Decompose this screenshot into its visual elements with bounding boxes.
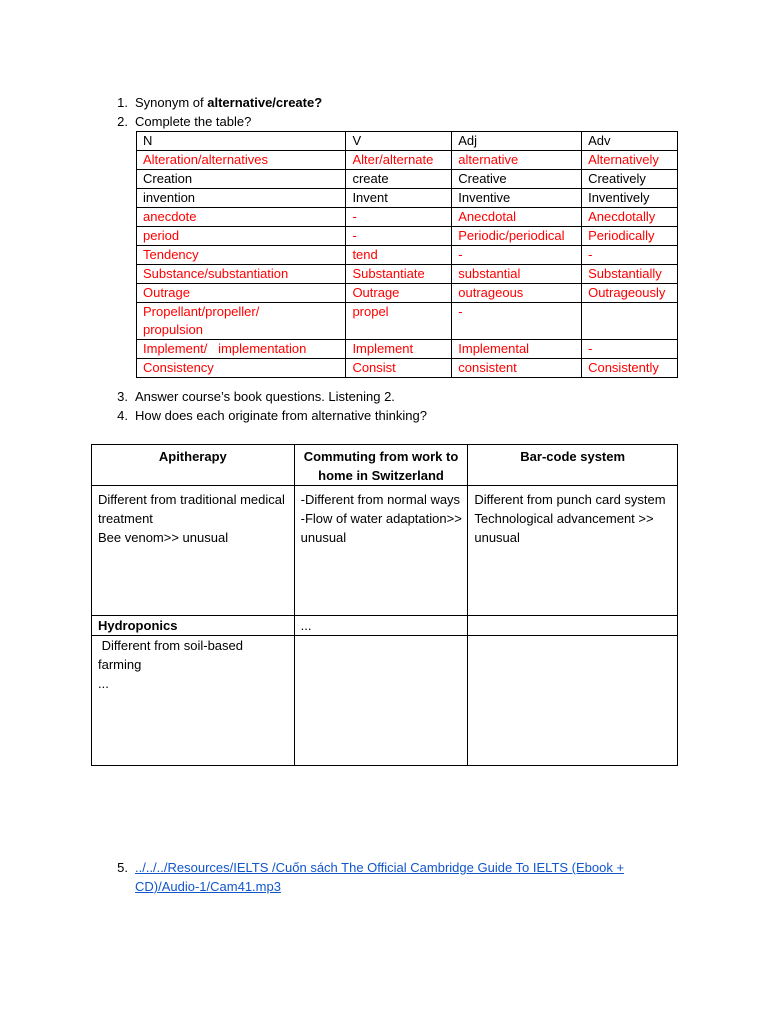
table-row bbox=[137, 359, 678, 378]
word-form-table bbox=[136, 131, 678, 378]
verb-cell: - bbox=[346, 227, 452, 246]
header-apitherapy: Apitherapy bbox=[92, 445, 295, 486]
noun-cell: Implement/ implementation bbox=[137, 340, 346, 359]
verb-cell: Invent bbox=[346, 189, 452, 208]
adverb-cell: Periodically bbox=[582, 227, 678, 246]
adverb-cell: Consistently bbox=[582, 359, 678, 378]
header-commuting: Commuting from work to home in Switzerland bbox=[294, 445, 468, 486]
adjective-cell: consistent bbox=[452, 359, 582, 378]
table-row bbox=[137, 227, 678, 246]
audio-file-link[interactable] bbox=[135, 858, 624, 896]
adverb-cell: Alternatively bbox=[582, 151, 678, 170]
empty-cell bbox=[294, 636, 468, 766]
adverb-cell: Creatively bbox=[582, 170, 678, 189]
hydroponics-cell: Different from soil-based farming ... bbox=[92, 636, 295, 766]
table-row bbox=[137, 340, 678, 359]
adjective-cell: Inventive bbox=[452, 189, 582, 208]
table-row bbox=[137, 151, 678, 170]
adverb-cell: - bbox=[582, 246, 678, 265]
adverb-cell: Substantially bbox=[582, 265, 678, 284]
list-number: 2. bbox=[117, 114, 128, 129]
header-row bbox=[137, 132, 678, 151]
verb-cell: - bbox=[346, 208, 452, 227]
adjective-cell: alternative bbox=[452, 151, 582, 170]
list-number: 4. bbox=[117, 408, 128, 423]
empty-cell bbox=[468, 616, 678, 636]
header-adjective: Adj bbox=[452, 132, 582, 151]
list-number: 1. bbox=[117, 95, 128, 110]
table-row bbox=[137, 189, 678, 208]
verb-cell: Substantiate bbox=[346, 265, 452, 284]
question-text: Answer course’s book questions. Listening 2. bbox=[135, 389, 395, 404]
apitherapy-cell: Different from traditional medical treatment Bee venom>> unusual bbox=[92, 486, 295, 616]
list-number: 3. bbox=[117, 389, 128, 404]
question-text: How does each originate from alternative thinking? bbox=[135, 408, 427, 423]
adjective-cell: substantial bbox=[452, 265, 582, 284]
question-text: Synonym of bbox=[135, 95, 208, 110]
noun-cell: anecdote bbox=[137, 208, 346, 227]
adjective-cell: - bbox=[452, 303, 582, 340]
header-noun: N bbox=[137, 132, 346, 151]
question-text: Complete the table? bbox=[135, 114, 252, 129]
origin-table bbox=[91, 444, 678, 766]
table-row bbox=[137, 265, 678, 284]
verb-cell: create bbox=[346, 170, 452, 189]
table-row bbox=[137, 246, 678, 265]
table-row bbox=[137, 303, 678, 340]
adverb-cell: Outrageously bbox=[582, 284, 678, 303]
adjective-cell: - bbox=[452, 246, 582, 265]
adverb-cell: Inventively bbox=[582, 189, 678, 208]
table-row bbox=[137, 170, 678, 189]
table-row bbox=[92, 616, 678, 636]
adjective-cell: Periodic/periodical bbox=[452, 227, 582, 246]
verb-cell: Outrage bbox=[346, 284, 452, 303]
table-row bbox=[92, 636, 678, 766]
adjective-cell: Creative bbox=[452, 170, 582, 189]
adverb-cell: - bbox=[582, 340, 678, 359]
link-line-1: ../../../Resources/IELTS /Cuốn sách The Official Cambridge Guide To IELTS (Ebook + bbox=[135, 860, 625, 875]
verb-cell: Alter/alternate bbox=[346, 151, 452, 170]
noun-cell: Propellant/propeller/ propulsion bbox=[137, 303, 346, 340]
ellipsis-cell: ... bbox=[294, 616, 468, 636]
noun-cell: invention bbox=[137, 189, 346, 208]
link-line-2: CD)/Audio-1/Cam41.mp3 bbox=[135, 879, 281, 894]
header-verb: V bbox=[346, 132, 452, 151]
barcode-cell: Different from punch card system Technological advancement >> unusual bbox=[468, 486, 678, 616]
table-row bbox=[137, 284, 678, 303]
empty-cell bbox=[468, 636, 678, 766]
adverb-cell bbox=[582, 303, 678, 340]
noun-cell: Alteration/alternatives bbox=[137, 151, 346, 170]
hydroponics-title: Hydroponics bbox=[92, 616, 295, 636]
list-number: 5. bbox=[117, 860, 128, 875]
table-row bbox=[137, 208, 678, 227]
verb-cell: propel bbox=[346, 303, 452, 340]
verb-cell: Consist bbox=[346, 359, 452, 378]
verb-cell: tend bbox=[346, 246, 452, 265]
adjective-cell: Anecdotal bbox=[452, 208, 582, 227]
noun-cell: Substance/substantiation bbox=[137, 265, 346, 284]
adverb-cell: Anecdotally bbox=[582, 208, 678, 227]
table-row bbox=[92, 486, 678, 616]
header-barcode: Bar-code system bbox=[468, 445, 678, 486]
noun-cell: Creation bbox=[137, 170, 346, 189]
header-adverb: Adv bbox=[582, 132, 678, 151]
question-keyword: alternative/create? bbox=[207, 95, 323, 110]
commuting-cell: -Different from normal ways -Flow of water adaptation>> unusual bbox=[294, 486, 468, 616]
noun-cell: Consistency bbox=[137, 359, 346, 378]
noun-cell: Outrage bbox=[137, 284, 346, 303]
noun-cell: Tendency bbox=[137, 246, 346, 265]
adjective-cell: outrageous bbox=[452, 284, 582, 303]
verb-cell: Implement bbox=[346, 340, 452, 359]
header-row bbox=[92, 445, 678, 486]
adjective-cell: Implemental bbox=[452, 340, 582, 359]
noun-cell: period bbox=[137, 227, 346, 246]
